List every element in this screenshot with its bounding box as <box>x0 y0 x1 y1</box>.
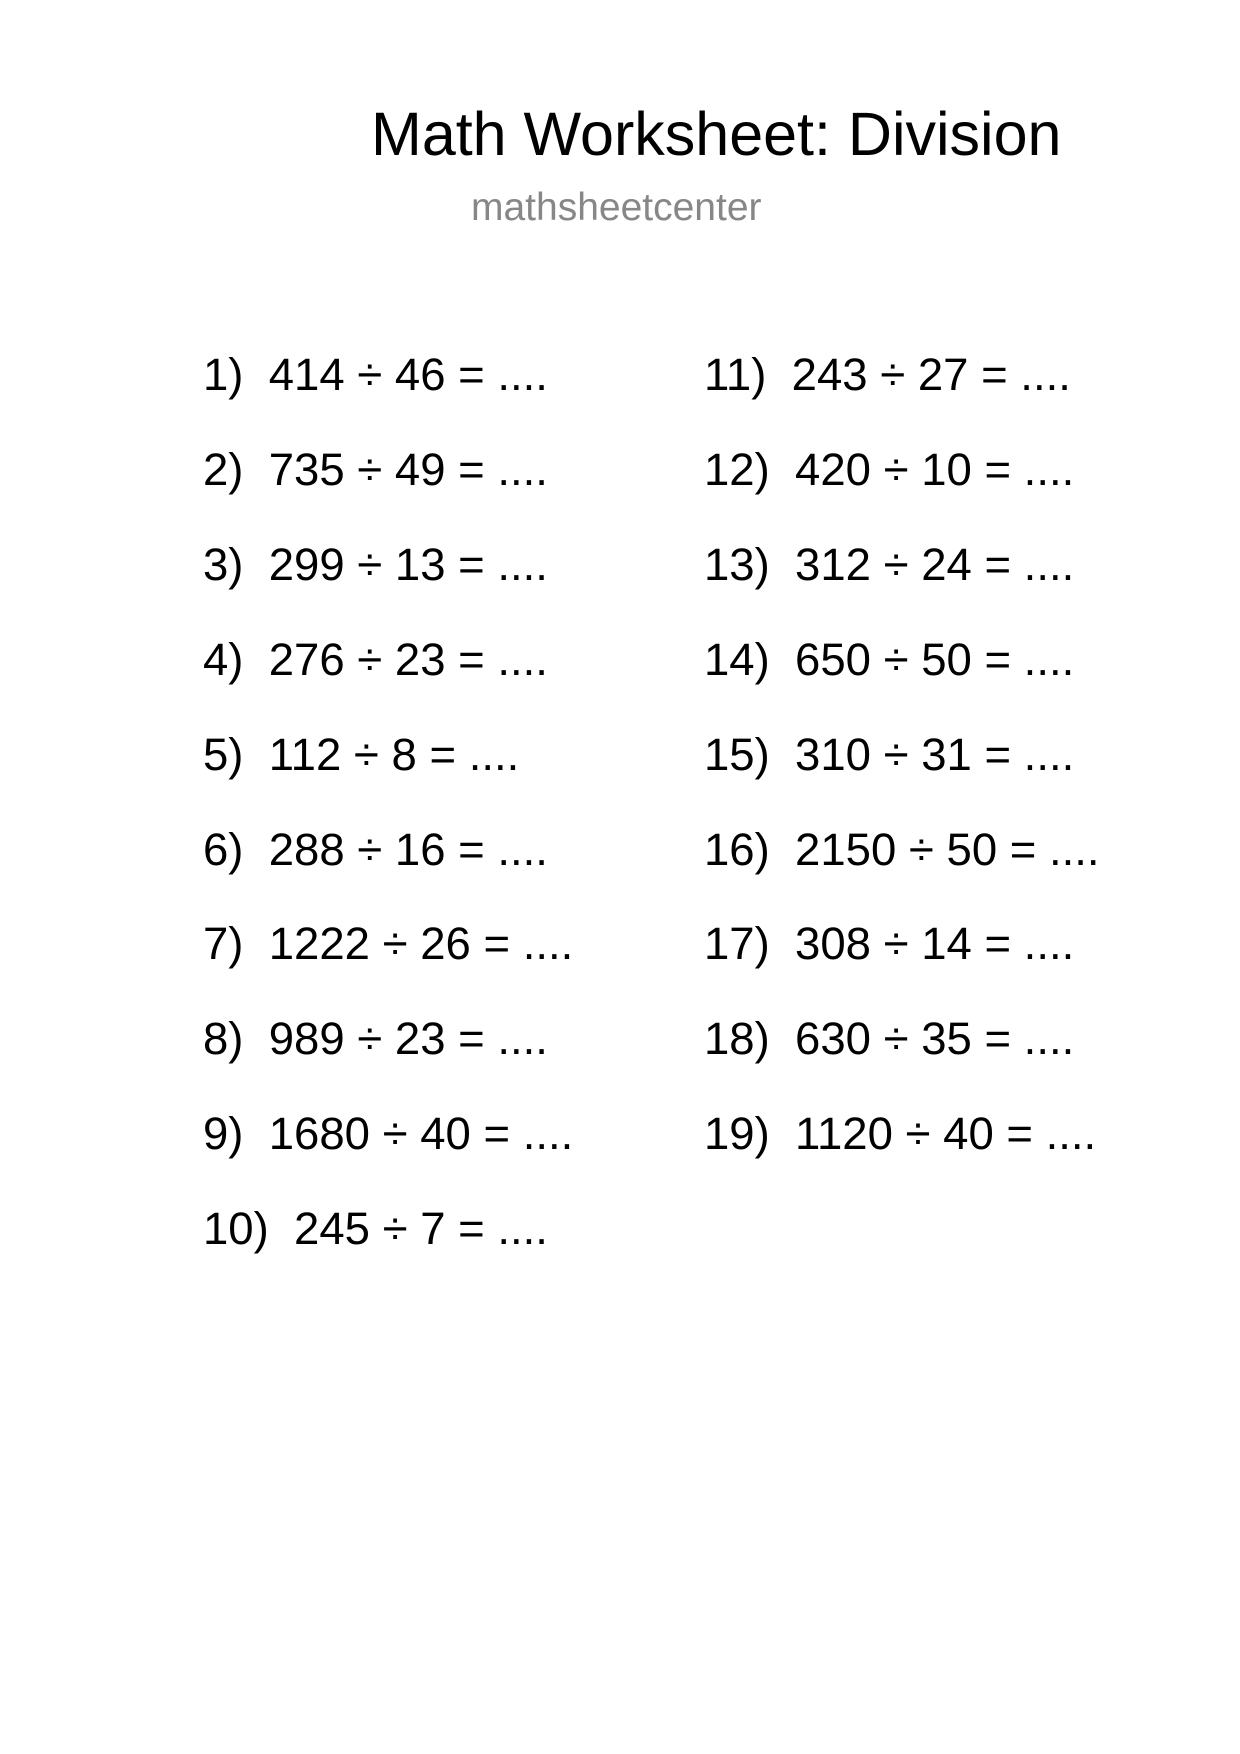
problem-number: 15) <box>704 729 796 780</box>
problem-15 <box>704 729 1074 781</box>
problem-16 <box>704 824 1100 876</box>
problem-expression: 308 ÷ 14 = .... <box>795 918 1075 969</box>
problem-expression: 2150 ÷ 50 = .... <box>795 824 1100 875</box>
problem-expression: 650 ÷ 50 = .... <box>795 634 1075 685</box>
problem-number: 17) <box>704 918 796 969</box>
problem-number: 10) <box>203 1203 295 1254</box>
problem-number: 7) <box>203 918 269 969</box>
problem-expression: 630 ÷ 35 = .... <box>795 1013 1075 1064</box>
problem-number: 16) <box>704 824 796 875</box>
problem-expression: 276 ÷ 23 = .... <box>268 634 548 685</box>
problem-expression: 420 ÷ 10 = .... <box>795 444 1075 495</box>
problem-number: 4) <box>203 634 269 685</box>
problem-number: 14) <box>704 634 796 685</box>
problem-12 <box>704 444 1074 496</box>
problem-14 <box>704 634 1074 686</box>
problem-1 <box>203 349 548 401</box>
problem-number: 12) <box>704 444 796 495</box>
problem-8 <box>203 1013 548 1065</box>
problem-expression: 243 ÷ 27 = .... <box>791 349 1071 400</box>
problem-number: 13) <box>704 539 796 590</box>
problem-expression: 414 ÷ 46 = .... <box>268 349 548 400</box>
problem-19 <box>704 1108 1096 1160</box>
problem-number: 18) <box>704 1013 796 1064</box>
problem-number: 5) <box>203 729 269 780</box>
problem-expression: 1222 ÷ 26 = .... <box>268 918 574 969</box>
problem-18 <box>704 1013 1074 1065</box>
problem-number: 11) <box>704 349 792 400</box>
problem-6 <box>203 824 548 876</box>
problem-9 <box>203 1108 573 1160</box>
problem-expression: 1120 ÷ 40 = .... <box>795 1108 1097 1159</box>
problem-10 <box>203 1203 548 1255</box>
problem-number: 1) <box>203 349 269 400</box>
problem-7 <box>203 918 573 970</box>
problem-number: 3) <box>203 539 269 590</box>
problem-number: 19) <box>704 1108 796 1159</box>
worksheet-title: Math Worksheet: Division <box>371 100 1062 168</box>
problem-number: 2) <box>203 444 269 495</box>
problem-expression: 310 ÷ 31 = .... <box>795 729 1075 780</box>
problem-expression: 1680 ÷ 40 = .... <box>268 1108 574 1159</box>
problem-expression: 245 ÷ 7 = .... <box>294 1203 548 1254</box>
problem-number: 6) <box>203 824 269 875</box>
problem-expression: 989 ÷ 23 = .... <box>268 1013 548 1064</box>
problem-expression: 299 ÷ 13 = .... <box>268 539 548 590</box>
problem-expression: 312 ÷ 24 = .... <box>795 539 1075 590</box>
problem-expression: 735 ÷ 49 = .... <box>268 444 548 495</box>
problem-5 <box>203 729 519 781</box>
problem-4 <box>203 634 548 686</box>
problem-2 <box>203 444 548 496</box>
worksheet-source: mathsheetcenter <box>471 186 762 229</box>
problem-13 <box>704 539 1074 591</box>
problem-expression: 112 ÷ 8 = .... <box>268 729 520 780</box>
problem-3 <box>203 539 548 591</box>
problem-17 <box>704 918 1074 970</box>
problem-11 <box>704 349 1071 401</box>
problem-number: 8) <box>203 1013 269 1064</box>
problem-expression: 288 ÷ 16 = .... <box>268 824 548 875</box>
problem-number: 9) <box>203 1108 269 1159</box>
